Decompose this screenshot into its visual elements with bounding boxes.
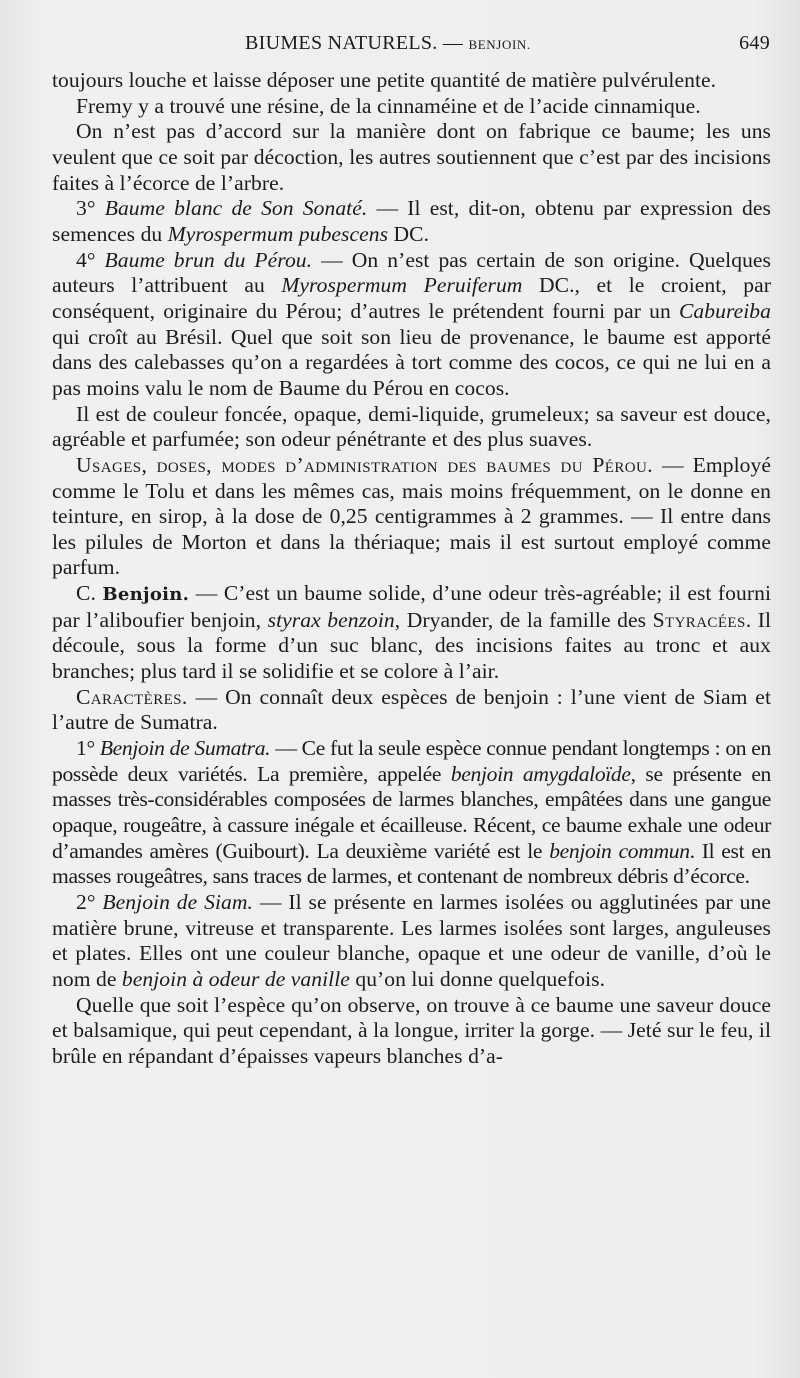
paragraph-baume-blanc: 3° Baume blanc de Son Sonaté. — Il est, dit-on, obtenu par expression des semences du Myrospermum pubescens DC.	[52, 196, 771, 246]
variety-name: benjoin commun	[549, 838, 690, 863]
paragraph-sumatra: 1° Benjoin de Sumatra. — Ce fut la seule espèce connue pendant longtemps : on en possède deux variétés. La première, appelée benjoin amygdaloïde, se présente en masses très-considérables composées de larmes blanches, empâtées dans une gangue opaque, rougeâtre, à cassure inégale et écailleuse. Récent, ce baume exhale une odeur d’amandes amères (Guibourt). La deuxième variété est le benjoin commun. Il est en masses rougeâtres, sans traces de larmes, et contenant de nombreux débris d’écorce.	[52, 736, 772, 889]
item-title: Benjoin de Sumatra.	[99, 736, 271, 761]
item-title: Baume blanc de Son Sonaté.	[104, 196, 368, 221]
section-heading: Caractères.	[76, 684, 188, 709]
item-number: 1°	[76, 736, 95, 761]
species-name: Myrospermum pubescens	[167, 221, 389, 246]
species-name: styrax benzoin	[267, 607, 395, 632]
item-number: 2°	[76, 890, 96, 914]
plant-name: Cabureiba	[678, 298, 771, 323]
paragraph-couleur: Il est de couleur foncée, opaque, demi-liquide, grumeleux; sa saveur est douce, agréable et parfumée; son odeur pénétrante et des plus suaves.	[52, 401, 771, 452]
section-heading: Benjoin.	[102, 584, 190, 606]
paragraph-benjoin: C. Benjoin. — C’est un baume solide, d’une odeur très-agréable; il est fourni par l’aliboufier benjoin, styrax benzoin, Dryander, de la famille des Styracées. Il découle, sous la forme d’un suc blanc, des incisions faites au tronc et aux branches; plus tard il se solidifie et se colore à l’air.	[52, 581, 771, 684]
paragraph-baume-brun: 4° Baume brun du Pérou. — On n’est pas certain de son origine. Quelques auteurs l’attribuent au Myrospermum Peruiferum DC., et le croient, par conséquent, originaire du Pérou; d’autres le prétendent fourni par un Cabureiba qui croît au Brésil. Quel que soit son lieu de provenance, le baume est apporté dans des calebasses qu’on a regardées à tort comme des cocos, ce qui ne lui en a pas moins valu le nom de Baume du Pérou en cocos.	[52, 247, 771, 400]
species-name: Myrospermum Peruiferum	[281, 273, 523, 298]
paragraph-usages: Usages, doses, modes d’administration des baumes du Pérou. — Employé comme le Tolu et dans les mêmes cas, mais moins fréquemment, on le donne en teinture, en sirop, à la dose de 0,25 centigrammes à 2 grammes. — Il entre dans les pilules de Morton et dans la thériaque; mais il est surtout employé comme parfum.	[52, 452, 771, 580]
item-title: Benjoin de Siam.	[102, 890, 253, 914]
running-header	[52, 30, 770, 60]
running-title	[245, 32, 531, 55]
item-number: 3°	[76, 196, 96, 221]
item-number: 4°	[76, 247, 96, 272]
paragraph-fabrication: On n’est pas d’accord sur la manière dont on fabrique ce baume; les uns veulent que ce soit par décoction, les autres soutiennent que c’est par des incisions faites à l’écorce de l’arbre.	[52, 119, 771, 195]
family-name: Styracées	[652, 607, 746, 632]
paragraph-continued: toujours louche et laisse déposer une petite quantité de matière pulvérulente.	[52, 68, 717, 92]
paragraph-caracteres: Caractères. — On connaît deux espèces de benjoin : l’une vient de Siam et l’autre de Sumatra.	[52, 684, 771, 735]
section-heading: Usages, doses, modes d’administration des baumes du Pérou.	[76, 452, 653, 477]
variety-name: benjoin à odeur de vanille	[121, 966, 350, 991]
paragraph-siam: 2° Benjoin de Siam. — Il se présente en larmes isolées ou agglutinées par une matière brune, vitreuse et transparente. Les larmes isolées sont larges, anguleuses et plates. Elles ont une couleur blanche, opaque et une odeur de vanille, d’où le nom de benjoin à odeur de vanille qu’on lui donne quelquefois.	[52, 890, 771, 991]
body-text	[52, 68, 771, 1070]
page-number: 649	[739, 32, 770, 54]
running-title-main: BIUMES NATURELS. —	[245, 32, 469, 54]
paragraph-saveur: Quelle que soit l’espèce qu’on observe, on trouve à ce baume une saveur douce et balsamique, qui peut cependant, à la longue, irriter la gorge. — Jeté sur le feu, il brûle en répandant d’épaisses vapeurs blanches d’a-	[52, 992, 771, 1068]
paragraph-fremy: Fremy y a trouvé une résine, de la cinnaméine et de l’acide cinnamique.	[76, 93, 701, 118]
item-title: Baume brun du Pérou.	[104, 247, 313, 272]
variety-name: benjoin amygdaloïde	[450, 761, 631, 786]
running-title-section: BENJOIN.	[468, 37, 531, 52]
